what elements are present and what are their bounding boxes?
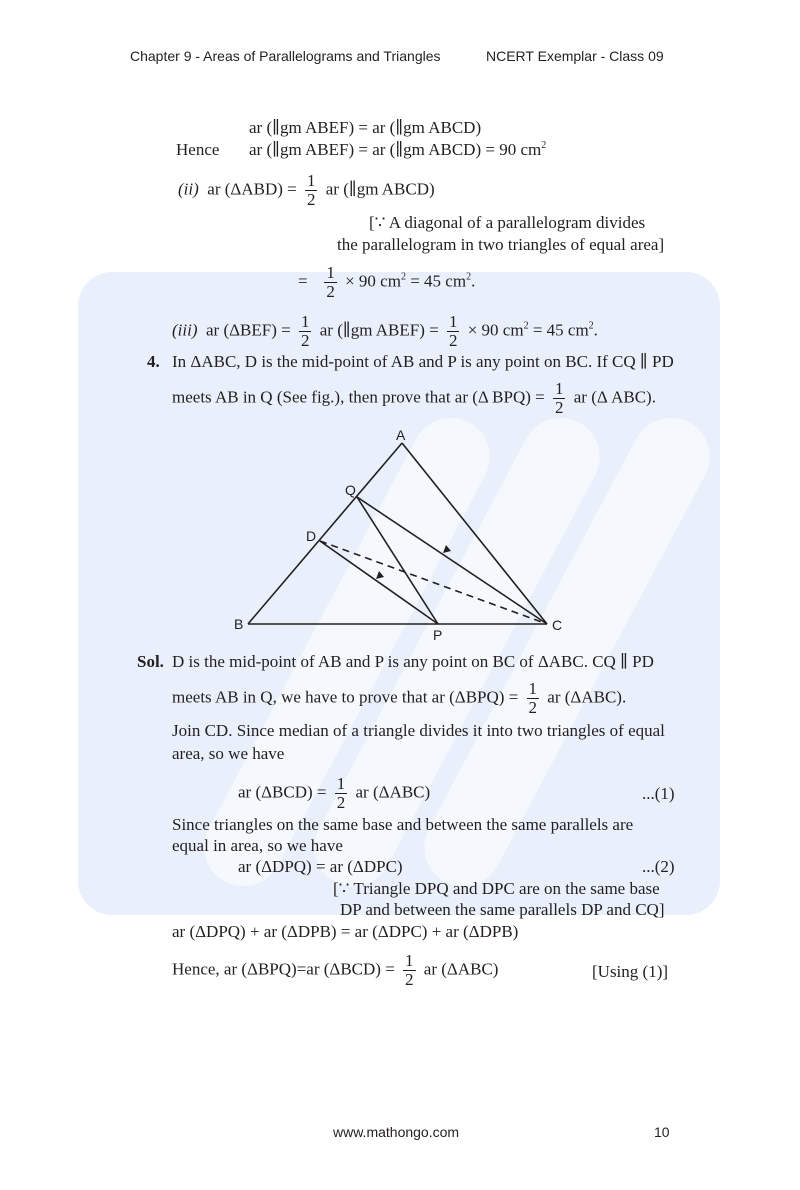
equation-tag: ...(2) bbox=[642, 857, 675, 876]
numerator: 1 bbox=[300, 312, 310, 331]
label-c: C bbox=[552, 617, 563, 633]
triangle-figure bbox=[220, 420, 580, 650]
step-equation bbox=[298, 264, 475, 301]
equation-text: ar (∥gm ABEF) = ar (∥gm ABCD) = 90 cm bbox=[249, 140, 542, 159]
equation-lhs: ar (ΔBEF) = bbox=[206, 320, 291, 340]
equation-rhs: ar (ΔABC) bbox=[423, 959, 499, 979]
label-q: Q bbox=[345, 482, 356, 498]
equation-text: × 90 cm bbox=[467, 320, 524, 340]
denominator: 2 bbox=[554, 398, 564, 417]
equation-lhs: ar (ΔBCD) = bbox=[238, 782, 327, 802]
fraction bbox=[305, 172, 318, 209]
equation-text: × 90 cm bbox=[345, 271, 401, 291]
solution-text-part: meets AB in Q, we have to prove that ar (ΔBPQ) = bbox=[172, 687, 519, 707]
book-title: NCERT Exemplar - Class 09 bbox=[486, 48, 664, 64]
arrow-cq bbox=[443, 545, 451, 553]
equation-tag: [Using (1)] bbox=[592, 962, 669, 981]
question-number: 4. bbox=[147, 352, 160, 371]
website-link[interactable]: www.mathongo.com bbox=[333, 1124, 460, 1140]
question-text-part: ar (Δ ABC). bbox=[573, 387, 656, 407]
denominator: 2 bbox=[336, 793, 346, 812]
equation-3: ar (ΔDPQ) + ar (ΔDPB) = ar (ΔDPC) + ar (ΔDPB) bbox=[172, 922, 519, 941]
numerator: 1 bbox=[405, 951, 414, 970]
reason-line: the parallelogram in two triangles of equal area] bbox=[337, 235, 665, 254]
part-ii-equation bbox=[178, 172, 435, 209]
arrow-pd bbox=[376, 571, 384, 579]
chapter-title: Chapter 9 - Areas of Parallelograms and Triangles bbox=[130, 48, 441, 64]
part-iii-equation bbox=[172, 313, 598, 350]
solution-text: Since triangles on the same base and between the same parallels are bbox=[172, 815, 634, 834]
solution-text: Join CD. Since median of a triangle divides it into two triangles of equal bbox=[172, 721, 665, 740]
fraction bbox=[324, 264, 337, 301]
equation-1 bbox=[238, 775, 430, 812]
equation-2: ar (ΔDPQ) = ar (ΔDPC) bbox=[238, 857, 403, 876]
superscript: 2 bbox=[466, 271, 472, 283]
question-text bbox=[172, 380, 656, 417]
label-p: P bbox=[433, 627, 443, 643]
part-label: (ii) bbox=[178, 179, 199, 199]
fraction bbox=[553, 380, 566, 417]
page-number: 10 bbox=[654, 1124, 670, 1140]
superscript: 2 bbox=[400, 271, 406, 283]
solution-label: Sol. bbox=[137, 652, 164, 671]
side-ab bbox=[248, 443, 402, 624]
period: . bbox=[593, 320, 598, 340]
equation-rhs: ar (ΔABC) bbox=[355, 782, 431, 802]
equation-line bbox=[249, 140, 546, 160]
equation-middle: ar (∥gm ABEF) = bbox=[319, 320, 439, 340]
numerator: 1 bbox=[448, 312, 458, 331]
part-label: (iii) bbox=[172, 320, 198, 340]
label-d: D bbox=[306, 528, 317, 544]
fraction bbox=[299, 313, 312, 350]
equals-sign: = bbox=[298, 271, 308, 291]
solution-text-part: ar (ΔABC). bbox=[547, 687, 627, 707]
hence-label: Hence bbox=[176, 140, 220, 159]
numerator: 1 bbox=[554, 379, 564, 398]
final-equation bbox=[172, 952, 498, 989]
equation-rhs: ar (∥gm ABCD) bbox=[325, 179, 435, 199]
denominator: 2 bbox=[528, 698, 538, 717]
fraction bbox=[403, 952, 416, 989]
question-text: In ΔABC, D is the mid-point of AB and P is any point on BC. If CQ ∥ PD bbox=[172, 352, 674, 371]
equation-lhs: Hence, ar (ΔBPQ)=ar (ΔBCD) = bbox=[172, 959, 395, 979]
equation-lhs: ar (ΔABD) = bbox=[207, 179, 297, 199]
solution-text: D is the mid-point of AB and P is any point on BC of ΔABC. CQ ∥ PD bbox=[172, 652, 654, 671]
segment-pd bbox=[320, 541, 438, 624]
fraction bbox=[335, 775, 348, 812]
denominator: 2 bbox=[405, 970, 414, 989]
equation-tag: ...(1) bbox=[642, 784, 675, 803]
reason-line: [∵ A diagonal of a parallelogram divides bbox=[369, 213, 646, 232]
label-a: A bbox=[396, 427, 406, 443]
label-b: B bbox=[234, 616, 244, 632]
reason-line: DP and between the same parallels DP and CQ] bbox=[340, 900, 665, 919]
numerator: 1 bbox=[528, 679, 538, 698]
superscript: 2 bbox=[588, 320, 594, 332]
equation-text: = 45 cm bbox=[405, 271, 467, 291]
reason-line: [∵ Triangle DPQ and DPC are on the same base bbox=[333, 879, 660, 898]
segment-qp bbox=[357, 497, 438, 624]
denominator: 2 bbox=[448, 331, 458, 350]
solution-text bbox=[172, 680, 626, 717]
question-text-part: meets AB in Q (See fig.), then prove that ar (Δ BPQ) = bbox=[172, 387, 545, 407]
fraction bbox=[527, 680, 540, 717]
equation-text: = 45 cm bbox=[528, 320, 589, 340]
denominator: 2 bbox=[306, 190, 316, 209]
side-ac bbox=[402, 443, 547, 624]
superscript: 2 bbox=[541, 140, 547, 151]
equation-line: ar (∥gm ABEF) = ar (∥gm ABCD) bbox=[249, 118, 482, 137]
numerator: 1 bbox=[326, 263, 335, 282]
superscript: 2 bbox=[523, 320, 529, 332]
fraction bbox=[447, 313, 460, 350]
solution-text: equal in area, so we have bbox=[172, 836, 343, 855]
segment-cq bbox=[357, 497, 547, 624]
denominator: 2 bbox=[326, 282, 335, 301]
period: . bbox=[471, 271, 476, 291]
numerator: 1 bbox=[306, 171, 316, 190]
solution-text: area, so we have bbox=[172, 744, 285, 763]
denominator: 2 bbox=[300, 331, 310, 350]
numerator: 1 bbox=[336, 774, 346, 793]
